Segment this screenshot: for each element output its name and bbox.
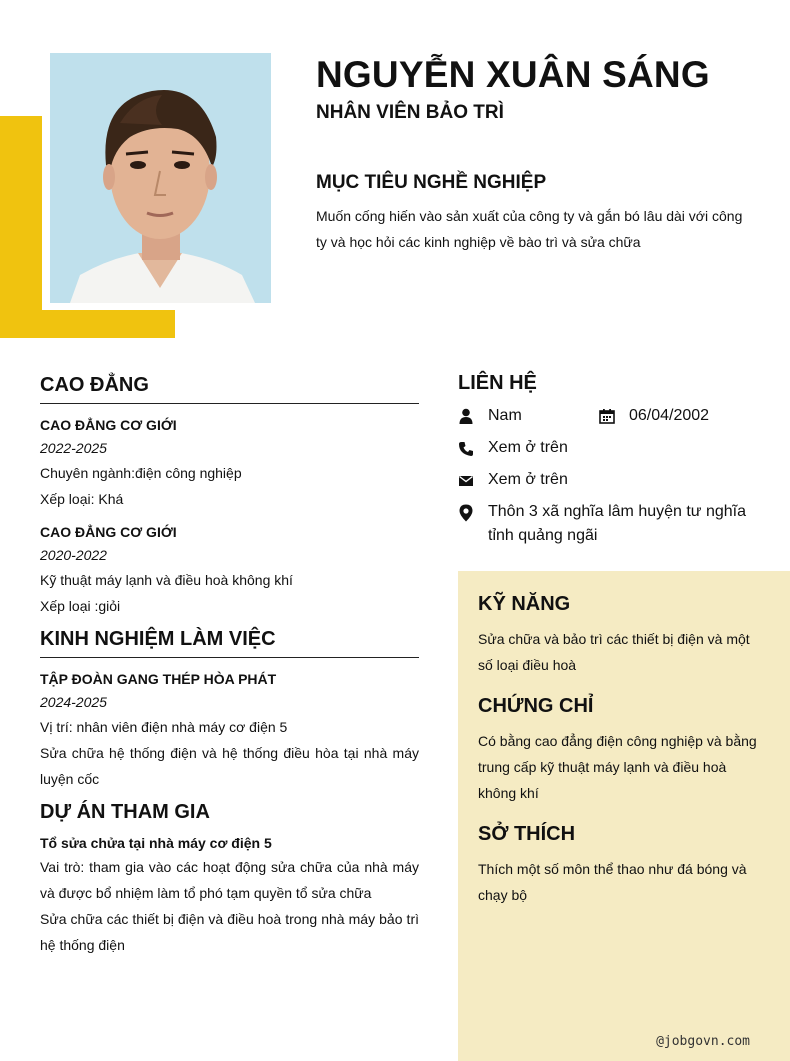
education-grade: Xếp loại :giỏi <box>40 598 121 614</box>
education-grade: Xếp loại: Khá <box>40 491 124 507</box>
projects-heading: DỰ ÁN THAM GIA <box>40 801 210 823</box>
phone-icon <box>458 441 474 457</box>
contact-birthdate: 06/04/2002 <box>629 407 710 424</box>
left-column <box>40 374 419 958</box>
company-name: TẬP ĐOÀN GANG THÉP HÒA PHÁT <box>40 671 277 687</box>
contact-row-phone <box>458 436 758 460</box>
project-role: Vai trò: tham gia vào các hoạt động sửa chữa của nhà máy và được bổ nhiệm làm tổ phó tạm quyền tổ sửa chữa <box>40 859 419 901</box>
candidate-name: NGUYỄN XUÂN SÁNG <box>316 54 710 95</box>
certificates-heading: CHỨNG CHỈ <box>478 695 594 717</box>
watermark: @jobgovn.com <box>656 1034 750 1049</box>
hobbies-text: Thích một số môn thể thao như đá bóng và chạy bộ <box>478 861 747 903</box>
contact-email: Xem ở trên <box>488 471 568 488</box>
skills-heading: KỸ NĂNG <box>478 593 571 615</box>
job-title: NHÂN VIÊN BẢO TRÌ <box>316 102 504 123</box>
objective-text: Muốn cống hiến vào sản xuất của công ty và gắn bó lâu dài với công ty và học hỏi các kinh nghiệp về bào trì và sửa chữa <box>316 208 743 250</box>
contact-phone: Xem ở trên <box>488 439 568 456</box>
contact-address: Thôn 3 xã nghĩa lâm huyện tư nghĩa tỉnh quảng ngãi <box>488 503 746 544</box>
hobbies-heading: SỞ THÍCH <box>478 823 576 845</box>
contact-row-address <box>458 500 758 548</box>
experience-position: Vị trí: nhân viên điện nhà máy cơ điện 5 <box>40 719 288 735</box>
experience-years: 2024-2025 <box>40 694 107 710</box>
contact-row-gender <box>458 404 758 428</box>
accent-bar-horizontal <box>0 310 175 338</box>
contact-heading: LIÊN HỆ <box>458 372 537 394</box>
education-major: Chuyên ngành:điện công nghiệp <box>40 465 242 481</box>
experience-description: Sửa chữa hệ thống điện và hệ thống điều hòa tại nhà máy luyện cốc <box>40 745 419 787</box>
side-panel <box>458 571 790 1061</box>
project-description: Sửa chữa các thiết bị điện và điều hoà trong nhà máy bảo trì hệ thống điện <box>40 911 419 953</box>
envelope-icon <box>458 473 474 489</box>
certificates-text: Có bằng cao đẳng điện công nghiệp và bằng trung cấp kỹ thuật máy lạnh và điều hoà không khí <box>478 733 757 801</box>
education-years: 2020-2022 <box>40 547 107 563</box>
skills-text: Sửa chữa và bảo trì các thiết bị điện và một số loại điều hoà <box>478 631 750 673</box>
objective-heading: MỤC TIÊU NGHỀ NGHIỆP <box>316 172 547 193</box>
education-item <box>40 521 419 619</box>
accent-bar-vertical <box>0 116 42 338</box>
profile-photo <box>50 53 271 303</box>
education-item <box>40 414 419 512</box>
contact-row-email <box>458 468 758 492</box>
project-title: Tổ sửa chửa tại nhà máy cơ điện 5 <box>40 835 272 851</box>
person-icon <box>458 408 474 424</box>
education-major: Kỹ thuật máy lạnh và điều hoà không khí <box>40 572 293 588</box>
contact-gender: Nam <box>488 407 522 424</box>
experience-heading: KINH NGHIỆM LÀM VIỆC <box>40 628 419 658</box>
school-name: CAO ĐẲNG CƠ GIỚI <box>40 417 177 433</box>
education-heading: CAO ĐẲNG <box>40 374 419 404</box>
school-name: CAO ĐẲNG CƠ GIỚI <box>40 524 177 540</box>
calendar-icon <box>599 408 615 424</box>
location-pin-icon <box>458 504 474 522</box>
education-years: 2022-2025 <box>40 440 107 456</box>
